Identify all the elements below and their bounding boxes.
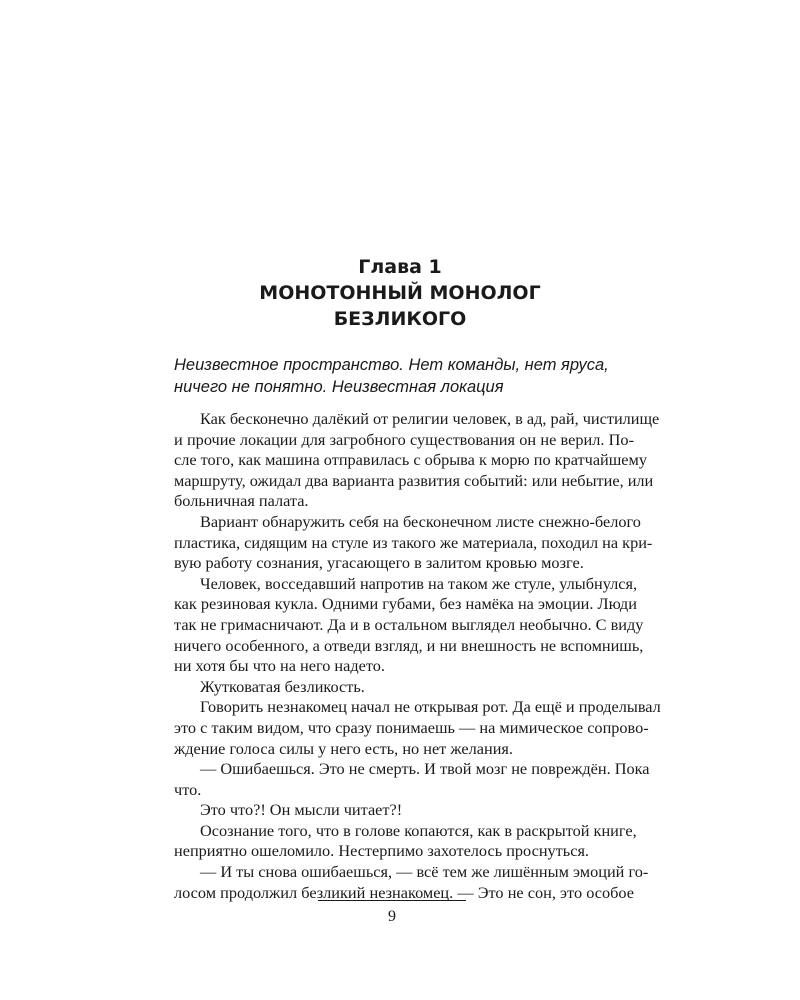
text-line: пластика, сидящим на стуле из такого же материала, походил на кри-	[174, 532, 653, 552]
text-line: неприятно ошеломило. Нестерпимо захотелось проснуться.	[174, 841, 589, 861]
text-line: больничная палата.	[174, 491, 309, 511]
footer-rule	[318, 900, 466, 901]
text-line: ничего особенного, а отведи взгляд, и ни внешность не вспомнишь,	[174, 635, 644, 655]
text-line: лосом продолжил безликий незнакомец. — Это не сон, это особое	[174, 882, 634, 902]
text-line: что.	[174, 779, 202, 799]
text-line: Говорить незнакомец начал не открывая рот. Да ещё и проделывал	[200, 697, 661, 717]
text-line: Это что?! Он мысли читает?!	[200, 800, 403, 820]
chapter-number: Глава 1	[358, 256, 442, 278]
text-line: как резиновая кукла. Одними губами, без намёка на эмоции. Люди	[174, 594, 637, 614]
chapter-title-line: МОНОТОННЫЙ МОНОЛОГ	[259, 282, 541, 304]
chapter-title	[0, 280, 800, 332]
text-line: — И ты снова ошибаешься, — всё тем же лишённым эмоций го-	[200, 862, 649, 882]
body-text	[174, 409, 661, 903]
text-line: так не гримасничают. Да и в остальном выглядел необычно. С виду	[174, 614, 644, 634]
text-line: Как бесконечно далёкий от религии человек, в ад, рай, чистилище	[200, 409, 660, 428]
text-line: ждение голоса силы у него есть, но нет желания.	[174, 738, 513, 758]
text-line: и прочие локации для загробного существования он не верил. По-	[174, 429, 634, 449]
text-line: Вариант обнаружить себя на бесконечном листе снежно-белого	[200, 511, 641, 531]
epigraph-line: Неизвестное пространство. Нет команды, нет яруса,	[174, 356, 609, 374]
text-line: Жутковатая безликость.	[200, 676, 365, 696]
text-line: Человек, восседавший напротив на таком же стуле, улыбнулся,	[200, 573, 638, 593]
text-line: маршруту, ожидал два варианта развития событий: или небытие, или	[174, 470, 654, 490]
text-line: это с таким видом, что сразу понимаешь — на мимическое сопрово-	[174, 717, 649, 737]
text-line: Осознание того, что в голове копаются, как в раскрытой книге,	[200, 820, 637, 840]
text-line: ни хотя бы что на него надето.	[174, 656, 385, 676]
text-line: вую работу сознания, угасающего в залитом кровью мозге.	[174, 553, 584, 573]
text-line: — Ошибаешься. Это не смерть. И твой мозг не повреждён. Пока	[200, 759, 650, 779]
epigraph	[174, 354, 634, 398]
text-line: сле того, как машина отправилась с обрыва к морю по кратчайшему	[174, 450, 647, 470]
page-number: 9	[388, 908, 396, 925]
epigraph-line: ничего не понятно. Неизвестная локация	[174, 378, 504, 396]
chapter-title-line: БЕЗЛИКОГО	[333, 308, 467, 330]
